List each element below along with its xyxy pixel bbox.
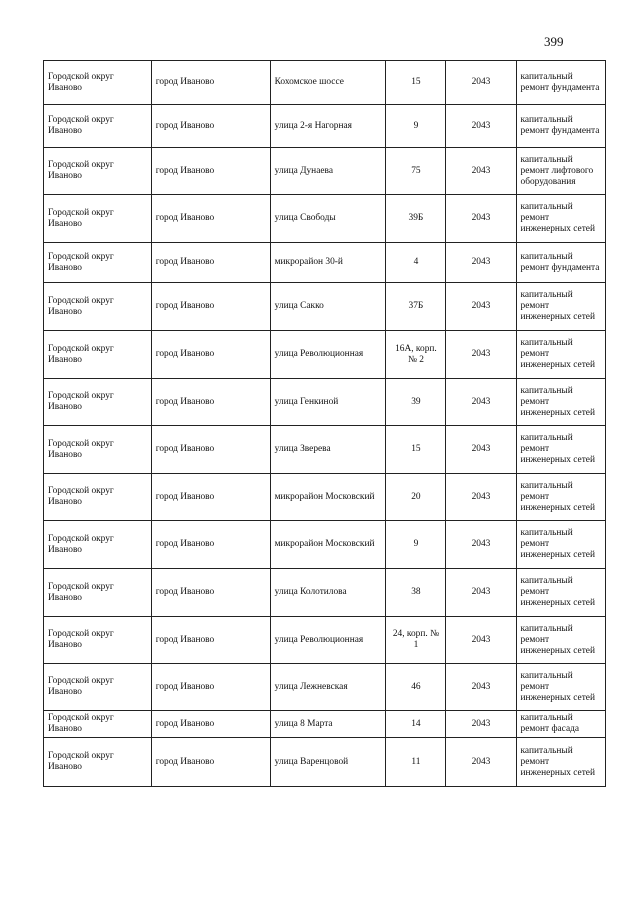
- municipality-cell: Городской округ Иваново: [44, 105, 152, 148]
- year-cell: 2043: [446, 426, 516, 474]
- street-cell: улица Лежневская: [270, 664, 386, 711]
- work-type-cell: капитальный ремонт инженерных сетей: [516, 283, 605, 331]
- street-cell: улица Свободы: [270, 195, 386, 243]
- locality-cell: город Иваново: [151, 195, 270, 243]
- locality-cell: город Иваново: [151, 283, 270, 331]
- house-number-cell: 16А, корп. № 2: [386, 331, 446, 379]
- table-row: [44, 243, 606, 283]
- locality-cell: город Иваново: [151, 711, 270, 738]
- work-type-cell: капитальный ремонт инженерных сетей: [516, 738, 605, 787]
- street-cell: улица Революционная: [270, 331, 386, 379]
- municipality-cell: Городской округ Иваново: [44, 61, 152, 105]
- street-cell: улица Дунаева: [270, 148, 386, 195]
- street-cell: улица Варенцовой: [270, 738, 386, 787]
- year-cell: 2043: [446, 711, 516, 738]
- municipality-cell: Городской округ Иваново: [44, 711, 152, 738]
- table-row: [44, 61, 606, 105]
- table-row: [44, 569, 606, 617]
- locality-cell: город Иваново: [151, 331, 270, 379]
- street-cell: улица Революционная: [270, 617, 386, 664]
- year-cell: 2043: [446, 379, 516, 426]
- work-type-cell: капитальный ремонт инженерных сетей: [516, 617, 605, 664]
- municipality-cell: Городской округ Иваново: [44, 569, 152, 617]
- work-type-cell: капитальный ремонт фасада: [516, 711, 605, 738]
- house-number-cell: 38: [386, 569, 446, 617]
- street-cell: Кохомское шоссе: [270, 61, 386, 105]
- municipality-cell: Городской округ Иваново: [44, 195, 152, 243]
- work-type-cell: капитальный ремонт фундамента: [516, 243, 605, 283]
- locality-cell: город Иваново: [151, 569, 270, 617]
- municipality-cell: Городской округ Иваново: [44, 521, 152, 569]
- work-type-cell: капитальный ремонт инженерных сетей: [516, 474, 605, 521]
- house-number-cell: 24, корп. № 1: [386, 617, 446, 664]
- table-row: [44, 617, 606, 664]
- street-cell: улица Зверева: [270, 426, 386, 474]
- work-type-cell: капитальный ремонт фундамента: [516, 105, 605, 148]
- street-cell: улица 8 Марта: [270, 711, 386, 738]
- locality-cell: город Иваново: [151, 379, 270, 426]
- work-type-cell: капитальный ремонт лифтового оборудования: [516, 148, 605, 195]
- municipality-cell: Городской округ Иваново: [44, 738, 152, 787]
- work-type-cell: капитальный ремонт инженерных сетей: [516, 331, 605, 379]
- municipality-cell: Городской округ Иваново: [44, 617, 152, 664]
- year-cell: 2043: [446, 474, 516, 521]
- year-cell: 2043: [446, 283, 516, 331]
- table-row: [44, 148, 606, 195]
- table-body: [44, 61, 606, 787]
- table-row: [44, 105, 606, 148]
- table-row: [44, 738, 606, 787]
- house-number-cell: 39Б: [386, 195, 446, 243]
- year-cell: 2043: [446, 617, 516, 664]
- table-row: [44, 331, 606, 379]
- year-cell: 2043: [446, 664, 516, 711]
- year-cell: 2043: [446, 521, 516, 569]
- table-row: [44, 195, 606, 243]
- table-row: [44, 474, 606, 521]
- work-type-cell: капитальный ремонт инженерных сетей: [516, 569, 605, 617]
- municipality-cell: Городской округ Иваново: [44, 148, 152, 195]
- street-cell: улица Сакко: [270, 283, 386, 331]
- locality-cell: город Иваново: [151, 105, 270, 148]
- table-row: [44, 283, 606, 331]
- table-row: [44, 664, 606, 711]
- house-number-cell: 14: [386, 711, 446, 738]
- work-type-cell: капитальный ремонт инженерных сетей: [516, 195, 605, 243]
- municipality-cell: Городской округ Иваново: [44, 379, 152, 426]
- work-type-cell: капитальный ремонт фундамента: [516, 61, 605, 105]
- table-row: [44, 379, 606, 426]
- locality-cell: город Иваново: [151, 664, 270, 711]
- year-cell: 2043: [446, 148, 516, 195]
- locality-cell: город Иваново: [151, 426, 270, 474]
- street-cell: улица Колотилова: [270, 569, 386, 617]
- street-cell: микрорайон 30-й: [270, 243, 386, 283]
- locality-cell: город Иваново: [151, 474, 270, 521]
- year-cell: 2043: [446, 569, 516, 617]
- locality-cell: город Иваново: [151, 617, 270, 664]
- work-type-cell: капитальный ремонт инженерных сетей: [516, 521, 605, 569]
- house-number-cell: 46: [386, 664, 446, 711]
- house-number-cell: 9: [386, 105, 446, 148]
- municipality-cell: Городской округ Иваново: [44, 474, 152, 521]
- house-number-cell: 11: [386, 738, 446, 787]
- locality-cell: город Иваново: [151, 243, 270, 283]
- street-cell: микрорайон Московский: [270, 521, 386, 569]
- locality-cell: город Иваново: [151, 521, 270, 569]
- municipality-cell: Городской округ Иваново: [44, 426, 152, 474]
- house-number-cell: 15: [386, 426, 446, 474]
- year-cell: 2043: [446, 243, 516, 283]
- municipality-cell: Городской округ Иваново: [44, 283, 152, 331]
- house-number-cell: 15: [386, 61, 446, 105]
- house-number-cell: 39: [386, 379, 446, 426]
- municipality-cell: Городской округ Иваново: [44, 664, 152, 711]
- street-cell: улица 2-я Нагорная: [270, 105, 386, 148]
- house-number-cell: 4: [386, 243, 446, 283]
- work-type-cell: капитальный ремонт инженерных сетей: [516, 426, 605, 474]
- work-type-cell: капитальный ремонт инженерных сетей: [516, 664, 605, 711]
- street-cell: улица Генкиной: [270, 379, 386, 426]
- municipality-cell: Городской округ Иваново: [44, 331, 152, 379]
- table-row: [44, 426, 606, 474]
- street-cell: микрорайон Московский: [270, 474, 386, 521]
- page-number: 399: [544, 34, 564, 49]
- locality-cell: город Иваново: [151, 738, 270, 787]
- house-number-cell: 37Б: [386, 283, 446, 331]
- year-cell: 2043: [446, 61, 516, 105]
- year-cell: 2043: [446, 738, 516, 787]
- table-row: [44, 711, 606, 738]
- year-cell: 2043: [446, 195, 516, 243]
- work-type-cell: капитальный ремонт инженерных сетей: [516, 379, 605, 426]
- house-number-cell: 9: [386, 521, 446, 569]
- locality-cell: город Иваново: [151, 148, 270, 195]
- year-cell: 2043: [446, 331, 516, 379]
- house-number-cell: 75: [386, 148, 446, 195]
- year-cell: 2043: [446, 105, 516, 148]
- table-row: [44, 521, 606, 569]
- municipality-cell: Городской округ Иваново: [44, 243, 152, 283]
- locality-cell: город Иваново: [151, 61, 270, 105]
- capital-repair-table: [43, 60, 606, 787]
- house-number-cell: 20: [386, 474, 446, 521]
